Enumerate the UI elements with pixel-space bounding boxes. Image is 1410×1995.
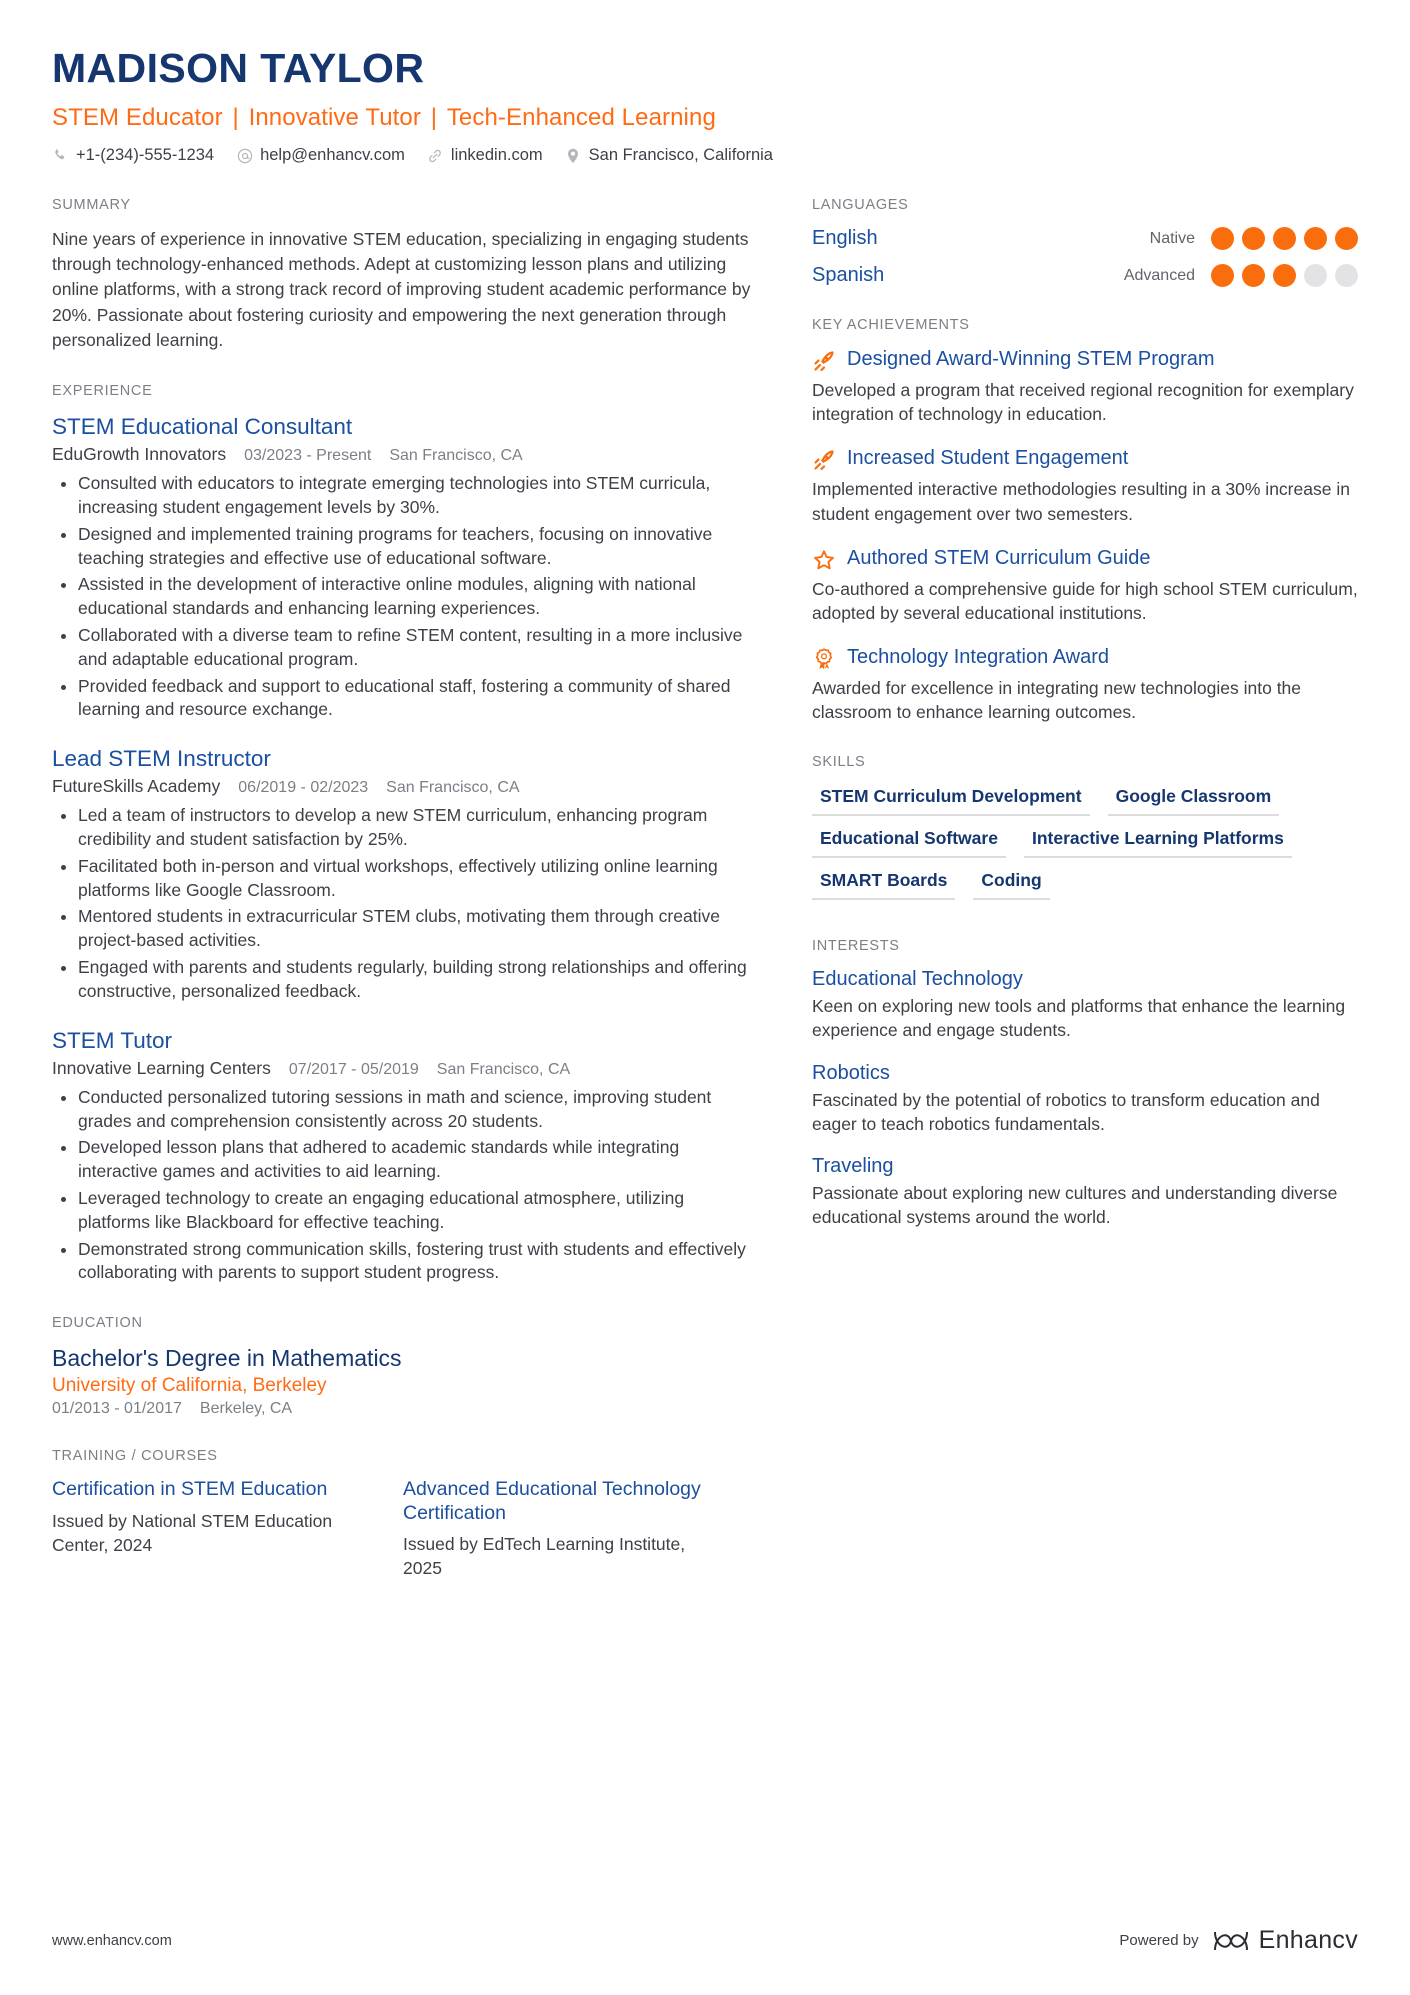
education-meta (52, 1400, 754, 1418)
job-location: San Francisco, CA (386, 779, 520, 797)
interests-list (812, 968, 1358, 1229)
education-section (52, 1315, 754, 1418)
experience-bullet: Consulted with educators to integrate emerging technologies into STEM curricula, increasing student engagement levels by 30%. (52, 472, 754, 520)
enhancv-logo (1212, 1926, 1358, 1955)
summary-text: Nine years of experience in innovative STEM education, specializing in engaging students through technology-enhanced methods. Adept at customizing lesson plans and utilizing online platforms, with a strong track record of improving student academic performance by 20%. Passionate about fostering curiosity and empowering the next generation through personalized learning. (52, 229, 751, 350)
language-name: Spanish (812, 264, 885, 287)
education-entry (52, 1345, 754, 1418)
achievements-label: KEY ACHIEVEMENTS (812, 317, 970, 334)
enhancv-wordmark: Enhancv (1258, 1926, 1358, 1954)
experience-section (52, 383, 754, 1285)
language-level: Advanced (1123, 266, 1195, 284)
training-entry (403, 1478, 754, 1580)
achievement-title: Designed Award-Winning STEM Program (847, 348, 1215, 371)
achievement-entry (812, 347, 1358, 426)
job-company: Innovative Learning Centers (52, 1057, 271, 1078)
experience-bullet: Led a team of instructors to develop a new STEM curriculum, enhancing program credibility and student satisfaction by 25%. (52, 804, 754, 852)
experience-bullet: Designed and implemented training programs for teachers, focusing on innovative teaching strategies and effective use of educational software. (52, 523, 754, 571)
interest-description: Fascinated by the potential of robotics to transform education and eager to teach robotics fundamentals. (812, 1089, 1320, 1134)
contact-item[interactable] (236, 146, 405, 165)
proficiency-dot (1211, 264, 1234, 287)
headline-part: Innovative Tutor (248, 104, 421, 132)
headline-part: STEM Educator (52, 104, 223, 132)
job-title: STEM Educational Consultant (52, 414, 353, 440)
right-column (812, 197, 1358, 1259)
phone-icon (52, 147, 69, 164)
achievement-description: Developed a program that received regional recognition for exemplary integration of technology in education. (812, 380, 1354, 425)
achievement-description: Implemented interactive methodologies resulting in a 30% increase in student engagement over two semesters. (812, 479, 1350, 524)
candidate-name: MADISON TAYLOR (52, 45, 425, 91)
rocket-growth-icon (812, 448, 836, 472)
language-row (812, 264, 1358, 287)
achievement-header (812, 446, 1358, 472)
job-company: EduGrowth Innovators (52, 444, 227, 465)
experience-label: EXPERIENCE (52, 383, 153, 400)
award-medal-icon (812, 647, 836, 671)
contact-text: help@enhancv.com (260, 146, 405, 165)
job-title: Lead STEM Instructor (52, 746, 271, 772)
proficiency-dot (1242, 227, 1265, 250)
achievement-entry (812, 645, 1358, 724)
training-list (52, 1478, 754, 1580)
experience-entry (52, 413, 754, 722)
experience-bullet: Leveraged technology to create an engaging educational atmosphere, utilizing platforms like Blackboard for effective teaching. (52, 1187, 754, 1235)
training-entry (52, 1478, 403, 1580)
job-dates: 07/2017 - 05/2019 (288, 1060, 419, 1078)
training-label: TRAINING / COURSES (52, 1448, 218, 1465)
experience-bullet: Provided feedback and support to educational staff, fostering a community of shared learning and resource exchange. (52, 675, 754, 723)
proficiency-dot (1304, 227, 1327, 250)
proficiency-dot (1211, 227, 1234, 250)
interest-entry (812, 1062, 1358, 1136)
job-bullets (52, 472, 754, 722)
job-location: San Francisco, CA (389, 447, 523, 465)
experience-bullet: Facilitated both in-person and virtual workshops, effectively utilizing online learning platforms like Google Classroom. (52, 855, 754, 903)
proficiency-dots (1211, 264, 1358, 287)
proficiency-dot (1273, 264, 1296, 287)
powered-by-label: Powered by (1119, 1932, 1199, 1949)
proficiency-dots (1211, 227, 1358, 250)
achievement-entry (812, 446, 1358, 525)
education-list (52, 1345, 754, 1418)
job-location: San Francisco, CA (436, 1060, 571, 1078)
skill-tag: Google Classroom (1108, 784, 1280, 816)
languages-label: LANGUAGES (812, 197, 909, 214)
skill-tag: Coding (973, 868, 1049, 900)
job-dates: 03/2023 - Present (244, 447, 372, 465)
achievement-description: Awarded for excellence in integrating new technologies into the classroom to enhance learning outcomes. (812, 677, 1302, 723)
contact-text: +1-(234)-555-1234 (76, 146, 215, 165)
job-company: FutureSkills Academy (52, 776, 221, 797)
job-bullets (52, 1086, 754, 1285)
achievement-description: Co-authored a comprehensive guide for high school STEM curriculum, adopted by several educational institutions. (812, 578, 1358, 623)
achievements-list (812, 347, 1358, 724)
languages-section (812, 197, 1358, 287)
experience-entry (52, 1027, 754, 1286)
job-meta (52, 1058, 754, 1079)
achievement-header (812, 645, 1358, 671)
headline-separator: | (225, 104, 246, 132)
summary-label: SUMMARY (52, 197, 131, 214)
rocket-growth-icon (812, 349, 836, 373)
experience-bullet: Engaged with parents and students regularly, building strong relationships and offering constructive, personalized feedback. (52, 956, 754, 1004)
enhancv-mark-icon (1212, 1928, 1250, 1954)
location-pin-icon (565, 147, 582, 164)
headline-separator: | (423, 104, 444, 132)
experience-bullet: Collaborated with a diverse team to refine STEM content, resulting in a more inclusive and adaptable educational program. (52, 624, 754, 672)
contact-item[interactable] (565, 146, 773, 165)
education-dates: 01/2013 - 01/2017 (52, 1400, 182, 1418)
interest-description: Keen on exploring new tools and platforms that enhance the learning experience and engage students. (812, 996, 1346, 1041)
experience-bullet: Conducted personalized tutoring sessions in math and science, improving student grades and comprehension consistently across 20 students. (52, 1086, 754, 1134)
education-label: EDUCATION (52, 1315, 143, 1332)
achievement-title: Increased Student Engagement (847, 447, 1129, 470)
skill-tag: SMART Boards (812, 868, 955, 900)
interest-description: Passionate about exploring new cultures and understanding diverse educational systems around the world. (812, 1182, 1338, 1227)
interest-title: Educational Technology (812, 968, 1023, 991)
languages-list (812, 227, 1358, 287)
experience-entry (52, 745, 754, 1004)
experience-bullet: Assisted in the development of interactive online modules, aligning with national educational standards and enhancing learning experiences. (52, 573, 754, 621)
star-outline-icon (812, 548, 836, 572)
job-dates: 06/2019 - 02/2023 (238, 779, 369, 797)
training-title: Certification in STEM Education (52, 1478, 328, 1501)
footer-brand-block (1119, 1926, 1358, 1955)
achievement-entry (812, 546, 1358, 625)
contact-text: linkedin.com (450, 146, 543, 165)
achievement-header (812, 347, 1358, 373)
footer-url[interactable]: www.enhancv.com (52, 1932, 172, 1949)
skill-tag: Educational Software (812, 826, 1006, 858)
experience-list (52, 413, 754, 1285)
job-bullets (52, 804, 754, 1003)
contact-row (52, 146, 1358, 165)
experience-bullet: Demonstrated strong communication skills, fostering trust with students and effectively collaborating with parents to support student progress. (52, 1238, 754, 1286)
contact-item[interactable] (52, 146, 214, 165)
interest-entry (812, 968, 1358, 1042)
interests-section (812, 938, 1358, 1229)
experience-bullet: Developed lesson plans that adhered to academic standards while integrating interactive games and activities to aid learning. (52, 1136, 754, 1184)
skills-section (812, 754, 1358, 900)
experience-bullet: Mentored students in extracurricular STEM clubs, motivating them through creative project-based activities. (52, 905, 754, 953)
interest-entry (812, 1155, 1358, 1229)
contact-item[interactable] (427, 146, 543, 165)
proficiency-dot (1335, 227, 1358, 250)
achievement-header (812, 546, 1358, 572)
interest-title: Traveling (812, 1154, 894, 1177)
language-row (812, 227, 1358, 250)
language-name: English (812, 227, 878, 250)
job-title: STEM Tutor (52, 1027, 173, 1053)
education-location: Berkeley, CA (199, 1400, 293, 1418)
link-icon (427, 147, 444, 164)
proficiency-dot (1335, 264, 1358, 287)
skills-label: SKILLS (812, 754, 866, 771)
left-column (52, 197, 812, 1610)
achievements-section (812, 317, 1358, 724)
skills-list (812, 784, 1358, 900)
training-title: Advanced Educational Technology Certification (403, 1478, 701, 1524)
resume-footer (52, 1926, 1358, 1955)
email-icon (236, 147, 253, 164)
resume-body (52, 197, 1358, 1610)
proficiency-dot (1304, 264, 1327, 287)
achievement-title: Technology Integration Award (847, 645, 1110, 668)
achievement-title: Authored STEM Curriculum Guide (847, 546, 1151, 569)
contact-text: San Francisco, California (588, 146, 773, 165)
education-school: University of California, Berkeley (52, 1375, 327, 1397)
resume-header (52, 46, 1358, 165)
language-level: Native (1149, 229, 1195, 247)
interests-label: INTERESTS (812, 938, 900, 955)
summary-section (52, 197, 754, 353)
proficiency-dot (1242, 264, 1265, 287)
job-meta (52, 444, 754, 465)
training-section (52, 1448, 754, 1580)
candidate-headline (52, 104, 1358, 132)
skill-tag: Interactive Learning Platforms (1024, 826, 1292, 858)
training-issuer: Issued by EdTech Learning Institute, 2025 (403, 1533, 686, 1579)
education-degree: Bachelor's Degree in Mathematics (52, 1345, 402, 1372)
interest-title: Robotics (812, 1061, 890, 1084)
training-issuer: Issued by National STEM Education Center, 2024 (52, 1510, 333, 1555)
proficiency-dot (1273, 227, 1296, 250)
headline-part: Tech-Enhanced Learning (446, 104, 716, 132)
job-meta (52, 776, 754, 797)
skill-tag: STEM Curriculum Development (812, 784, 1090, 816)
